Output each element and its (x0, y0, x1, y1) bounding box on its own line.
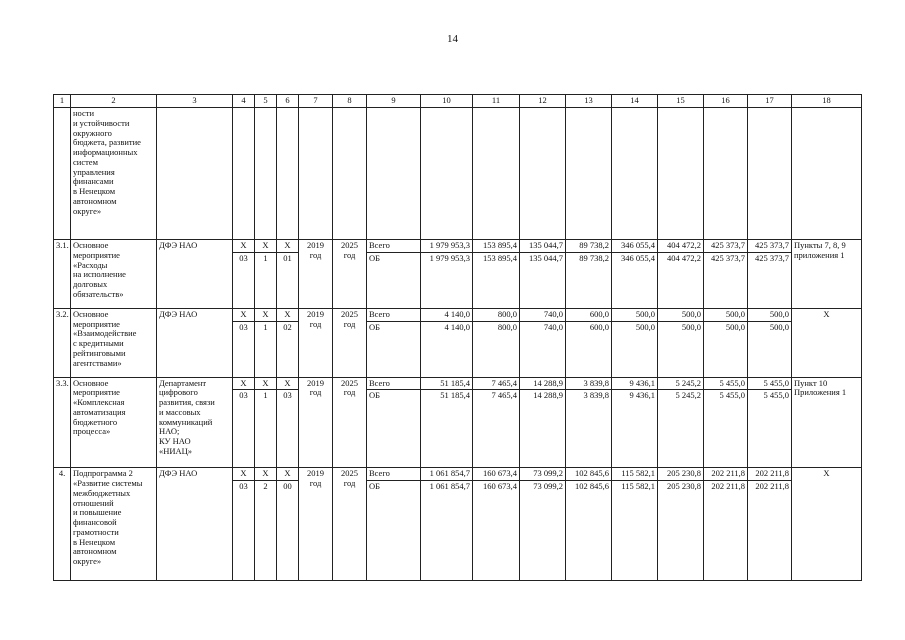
amount-total: 135 044,7 (520, 240, 566, 253)
amount-total: 51 185,4 (421, 377, 473, 390)
start-year: 2019 год (299, 308, 333, 377)
end-year: 2025 год (333, 377, 367, 468)
start-year: 2019 год (299, 377, 333, 468)
code-x: Х (277, 468, 299, 481)
source-total: Всего (367, 240, 421, 253)
amount-total: 3 839,8 (566, 377, 612, 390)
amount-ob: 800,0 (473, 321, 520, 377)
amount-total: 202 211,8 (704, 468, 748, 481)
amount-total: 425 373,7 (748, 240, 792, 253)
amount-ob: 425 373,7 (704, 252, 748, 308)
note: Пункт 10 Приложения 1 (792, 377, 862, 468)
code-pp: 1 (255, 252, 277, 308)
header-row (54, 95, 862, 108)
header-cell: 18 (792, 95, 862, 108)
source-ob: ОБ (367, 481, 421, 581)
amount-total: 346 055,4 (612, 240, 658, 253)
amount-total: 800,0 (473, 308, 520, 321)
amount-ob: 73 099,2 (520, 481, 566, 581)
header-cell: 15 (658, 95, 704, 108)
header-cell: 2 (71, 95, 157, 108)
amount-ob: 5 455,0 (748, 390, 792, 468)
note: Пункты 7, 8, 9 приложения 1 (792, 240, 862, 309)
row-number: 4. (54, 468, 71, 581)
page-number: 14 (447, 33, 458, 45)
amount-ob: 205 230,8 (658, 481, 704, 581)
note: Х (792, 308, 862, 377)
code-pp: 2 (255, 481, 277, 581)
code-x: Х (255, 240, 277, 253)
amount-ob: 202 211,8 (748, 481, 792, 581)
amount-ob: 89 738,2 (566, 252, 612, 308)
amount-ob: 500,0 (658, 321, 704, 377)
header-cell: 17 (748, 95, 792, 108)
table-row (54, 377, 862, 390)
header-cell: 6 (277, 95, 299, 108)
executor: ДФЭ НАО (157, 468, 233, 581)
end-year: 2025 год (333, 240, 367, 309)
code-x: Х (255, 308, 277, 321)
code-x: Х (233, 468, 255, 481)
amount-ob: 404 472,2 (658, 252, 704, 308)
table-row (54, 240, 862, 253)
amount-ob: 1 979 953,3 (421, 252, 473, 308)
amount-ob: 425 373,7 (748, 252, 792, 308)
note: Х (792, 468, 862, 581)
code-gp: 03 (233, 252, 255, 308)
budget-table (53, 94, 862, 581)
amount-ob: 3 839,8 (566, 390, 612, 468)
code-x: Х (233, 308, 255, 321)
amount-ob: 740,0 (520, 321, 566, 377)
header-cell: 12 (520, 95, 566, 108)
amount-total: 7 465,4 (473, 377, 520, 390)
amount-total: 14 288,9 (520, 377, 566, 390)
amount-ob: 153 895,4 (473, 252, 520, 308)
start-year: 2019 год (299, 468, 333, 581)
code-x: Х (277, 377, 299, 390)
code-pp: 1 (255, 390, 277, 468)
amount-ob: 51 185,4 (421, 390, 473, 468)
amount-total: 1 061 854,7 (421, 468, 473, 481)
end-year: 2025 год (333, 308, 367, 377)
amount-total: 5 245,2 (658, 377, 704, 390)
amount-total: 500,0 (748, 308, 792, 321)
continuation-row (54, 108, 862, 240)
amount-total: 1 979 953,3 (421, 240, 473, 253)
source-total: Всего (367, 377, 421, 390)
amount-total: 102 845,6 (566, 468, 612, 481)
amount-total: 5 455,0 (748, 377, 792, 390)
amount-total: 205 230,8 (658, 468, 704, 481)
amount-ob: 7 465,4 (473, 390, 520, 468)
end-year: 2025 год (333, 468, 367, 581)
header-cell: 9 (367, 95, 421, 108)
source-ob: ОБ (367, 321, 421, 377)
amount-total: 500,0 (704, 308, 748, 321)
source-total: Всего (367, 308, 421, 321)
measure-name: Основное мероприятие «Расходы на исполнение долговых обязательств» (71, 240, 157, 309)
amount-ob: 5 455,0 (704, 390, 748, 468)
header-cell: 4 (233, 95, 255, 108)
amount-ob: 202 211,8 (704, 481, 748, 581)
header-cell: 3 (157, 95, 233, 108)
code-x: Х (233, 240, 255, 253)
code-gp: 03 (233, 321, 255, 377)
amount-total: 740,0 (520, 308, 566, 321)
measure-name: Подпрограмма 2 «Развитие системы межбюджетных отношений и повышение финансовой грамотности в Ненецком автономном округе» (71, 468, 157, 581)
header-cell: 13 (566, 95, 612, 108)
amount-ob: 14 288,9 (520, 390, 566, 468)
source-ob: ОБ (367, 252, 421, 308)
amount-total: 500,0 (612, 308, 658, 321)
code-x: Х (277, 240, 299, 253)
code-om: 01 (277, 252, 299, 308)
header-cell: 7 (299, 95, 333, 108)
amount-ob: 346 055,4 (612, 252, 658, 308)
amount-total: 9 436,1 (612, 377, 658, 390)
executor: ДФЭ НАО (157, 240, 233, 309)
amount-ob: 115 582,1 (612, 481, 658, 581)
amount-total: 600,0 (566, 308, 612, 321)
amount-total: 160 673,4 (473, 468, 520, 481)
code-x: Х (277, 308, 299, 321)
header-cell: 11 (473, 95, 520, 108)
amount-ob: 4 140,0 (421, 321, 473, 377)
amount-ob: 500,0 (612, 321, 658, 377)
code-x: Х (233, 377, 255, 390)
source-total: Всего (367, 468, 421, 481)
table-row (54, 308, 862, 321)
amount-total: 5 455,0 (704, 377, 748, 390)
measure-name: Основное мероприятие «Комплексная автоматизация бюджетного процесса» (71, 377, 157, 468)
header-cell: 5 (255, 95, 277, 108)
amount-ob: 500,0 (704, 321, 748, 377)
source-ob: ОБ (367, 390, 421, 468)
amount-total: 404 472,2 (658, 240, 704, 253)
code-om: 02 (277, 321, 299, 377)
header-cell: 10 (421, 95, 473, 108)
table-row (54, 468, 862, 481)
amount-ob: 600,0 (566, 321, 612, 377)
executor: Департамент цифрового развития, связи и массовых коммуникаций НАО; КУ НАО «НИАЦ» (157, 377, 233, 468)
amount-ob: 500,0 (748, 321, 792, 377)
amount-ob: 5 245,2 (658, 390, 704, 468)
measure-name: Основное мероприятие «Взаимодействие с кредитными рейтинговыми агентствами» (71, 308, 157, 377)
row-number: 3.2. (54, 308, 71, 377)
amount-total: 4 140,0 (421, 308, 473, 321)
header-cell: 16 (704, 95, 748, 108)
header-cell: 8 (333, 95, 367, 108)
code-x: Х (255, 377, 277, 390)
amount-total: 202 211,8 (748, 468, 792, 481)
executor: ДФЭ НАО (157, 308, 233, 377)
amount-ob: 160 673,4 (473, 481, 520, 581)
amount-total: 500,0 (658, 308, 704, 321)
row-number: 3.1. (54, 240, 71, 309)
amount-ob: 102 845,6 (566, 481, 612, 581)
amount-total: 115 582,1 (612, 468, 658, 481)
header-cell: 14 (612, 95, 658, 108)
code-om: 00 (277, 481, 299, 581)
code-pp: 1 (255, 321, 277, 377)
continuation-name: ности и устойчивости окружного бюджета, развитие информационных систем управления финансами в Ненецком автономном округе» (71, 108, 157, 240)
amount-ob: 1 061 854,7 (421, 481, 473, 581)
amount-ob: 135 044,7 (520, 252, 566, 308)
code-om: 03 (277, 390, 299, 468)
amount-total: 425 373,7 (704, 240, 748, 253)
code-gp: 03 (233, 390, 255, 468)
start-year: 2019 год (299, 240, 333, 309)
amount-total: 89 738,2 (566, 240, 612, 253)
amount-total: 153 895,4 (473, 240, 520, 253)
code-x: Х (255, 468, 277, 481)
amount-total: 73 099,2 (520, 468, 566, 481)
row-number: 3.3. (54, 377, 71, 468)
header-cell: 1 (54, 95, 71, 108)
amount-ob: 9 436,1 (612, 390, 658, 468)
code-gp: 03 (233, 481, 255, 581)
